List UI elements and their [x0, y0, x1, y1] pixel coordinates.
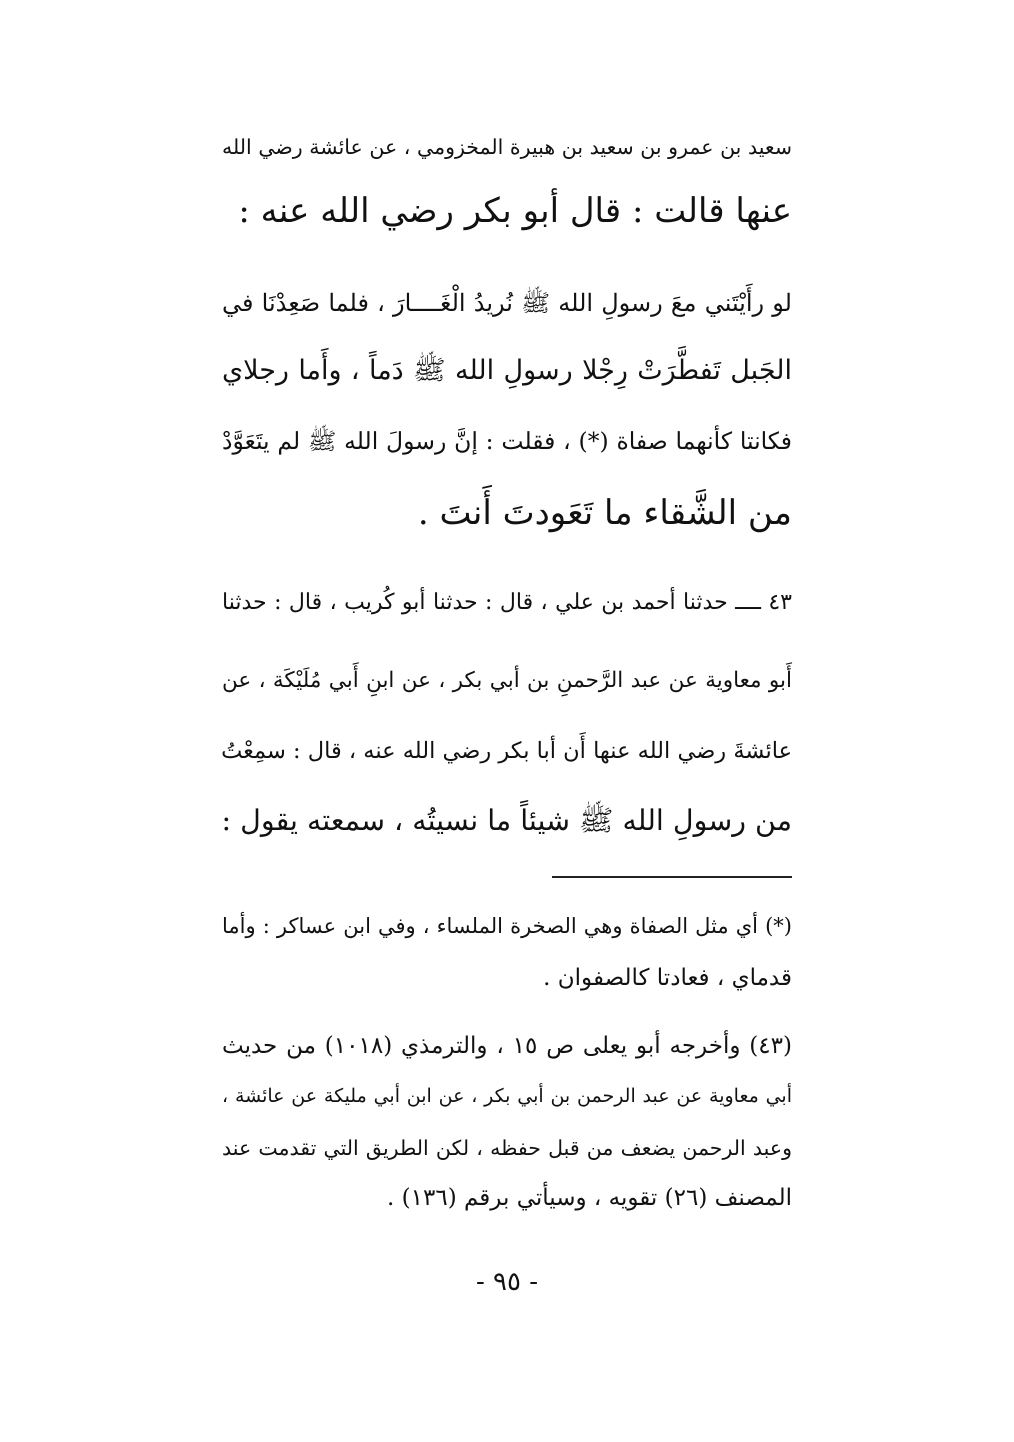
body-line: أَبو معاوية عن عبد الرَّحمنِ بن أبي بكر ، عن ابنِ أَبي مُلَيْكَة ، عن [222, 668, 792, 693]
footnote-line: وعبد الرحمن يضعف من قبل حفظه ، لكن الطريق التي تقدمت عند [222, 1136, 792, 1160]
body-line: من رسولِ الله ﷺ شيئاً ما نسيتُه ، سمعته يقول : [221, 804, 792, 837]
footnote-line: المصنف (٢٦) تقويه ، وسيأتي برقم (١٣٦) . [387, 1185, 792, 1211]
body-line: لو رأَيْتَني معَ رسولِ الله ﷺ نُريدُ الْغَــــارَ ، فلما صَعِدْنَا في [222, 289, 792, 317]
page-number: - ٩٥ - [475, 1267, 539, 1297]
body-line: سعيد بن عمرو بن سعيد بن هبيرة المخزومي ، عن عائشة رضي الله [222, 135, 792, 159]
footnote-line: (*) أي مثل الصفاة وهي الصخرة الملساء ، وفي ابن عساكر : وأما [222, 914, 792, 938]
body-line: الجَبل تَفطَّرَتْ رِجْلا رسولِ الله ﷺ دَماً ، وأَما رجلاي [222, 355, 792, 386]
footnote-separator [552, 876, 792, 878]
body-line: فكانتا كأنهما صفاة (*) ، فقلت : إنَّ رسولَ الله ﷺ لم يتَعَوَّدْ [222, 427, 792, 455]
body-line: من الشَّقاء ما تَعَودتَ أَنتَ . [417, 493, 792, 533]
footnote-line: أبي معاوية عن عبد الرحمن بن أبي بكر ، عن ابن أبي مليكة عن عائشة ، [222, 1085, 792, 1107]
body-line: عنها قالت : قال أبو بكر رضي الله عنه : [238, 191, 792, 231]
footnote-line: قدماي ، فعادتا كالصفوان . [543, 965, 792, 991]
body-line: عائشةَ رضي الله عنها أَن أبا بكر رضي الله عنه ، قال : سمِعْتُ [221, 738, 792, 764]
footnote-line: (٤٣) وأخرجه أبو يعلى ص ١٥ ، والترمذي (١٠١٨) من حديث [222, 1033, 792, 1059]
hadith-heading-line: ٤٣ ــــ حدثنا أحمد بن علي ، قال : حدثنا أبو كُريب ، قال : حدثنا [222, 590, 792, 615]
